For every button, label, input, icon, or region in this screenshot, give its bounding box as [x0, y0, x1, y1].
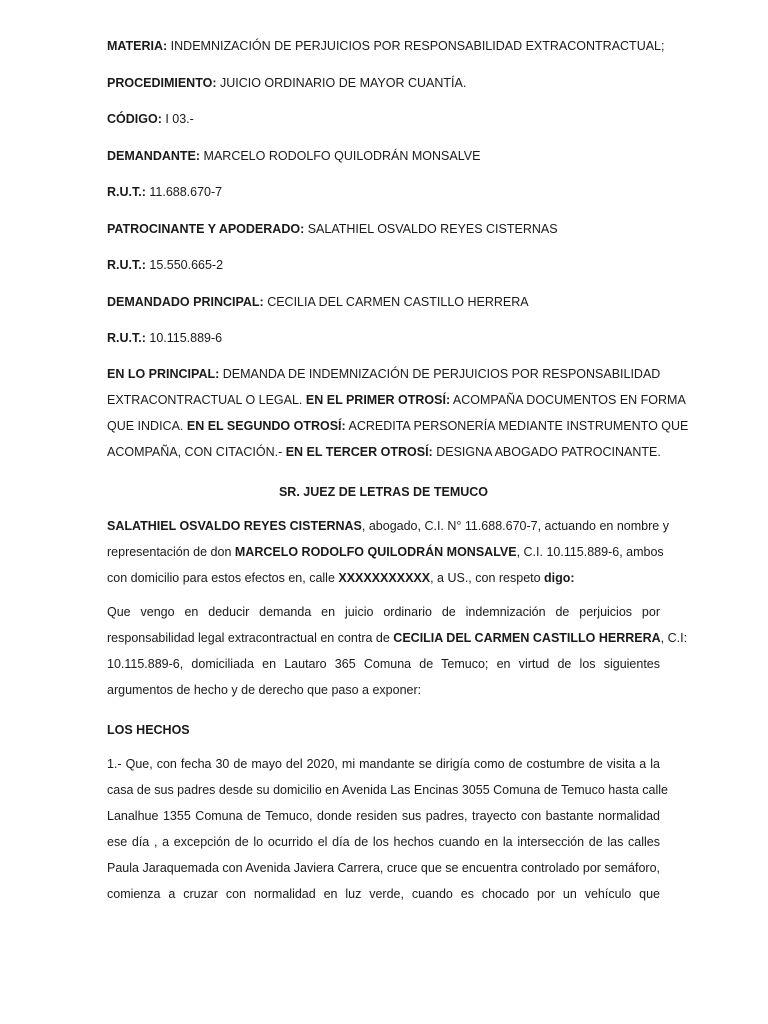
facts-heading: LOS HECHOS	[107, 723, 190, 737]
field-demandante: DEMANDANTE: MARCELO RODOLFO QUILODRÁN MONSALVE	[107, 149, 481, 163]
fact-row: 1.- Que, con fecha 30 de mayo del 2020, mi mandante se dirigía como de costumbre de visita a la	[107, 757, 660, 771]
claim-row: Que vengo en deducir demanda en juicio ordinario de indemnización de perjuicios por	[107, 605, 660, 619]
intro-row: con domicilio para estos efectos en, calle XXXXXXXXXXX, a US., con respeto digo:	[107, 571, 575, 585]
claim-paragraph	[107, 604, 688, 708]
fact-row: casa de sus padres desde su domicilio en Avenida Las Encinas 3055 Comuna de Temuco hasta calle	[107, 783, 669, 797]
summary-row: EXTRACONTRACTUAL O LEGAL. EN EL PRIMER OTROSÍ: ACOMPAÑA DOCUMENTOS EN FORMA	[107, 393, 686, 407]
field-materia: MATERIA: INDEMNIZACIÓN DE PERJUICIOS POR RESPONSABILIDAD EXTRACONTRACTUAL;	[107, 39, 665, 53]
summary-paragraph	[107, 366, 689, 470]
intro-paragraph	[107, 518, 669, 596]
fact-row: ese día , a excepción de lo ocurrido el día de los hechos cuando en la intersección de las calles	[107, 835, 660, 849]
intro-row: representación de don MARCELO RODOLFO QUILODRÁN MONSALVE, C.I. 10.115.889-6, ambos	[107, 545, 664, 559]
field-demandado: DEMANDADO PRINCIPAL: CECILIA DEL CARMEN CASTILLO HERRERA	[107, 295, 529, 309]
field-rut-patrocinante: R.U.T.: 15.550.665-2	[107, 258, 224, 272]
fact-row: Lanalhue 1355 Comuna de Temuco, donde residen sus padres, trayecto con bastante normalidad	[107, 809, 660, 823]
field-procedimiento: PROCEDIMIENTO: JUICIO ORDINARIO DE MAYOR CUANTÍA.	[107, 76, 467, 90]
field-patrocinante: PATROCINANTE Y APODERADO: SALATHIEL OSVALDO REYES CISTERNAS	[107, 222, 558, 236]
fact-row: Paula Jaraquemada con Avenida Javiera Carrera, cruce que se encuentra controlado por semáforo,	[107, 861, 660, 875]
field-rut-demandado: R.U.T.: 10.115.889-6	[107, 331, 223, 345]
field-codigo: CÓDIGO: I 03.-	[107, 112, 194, 126]
fact-row: comienza a cruzar con normalidad en luz verde, cuando es chocado por un vehículo que	[107, 887, 660, 901]
claim-row: 10.115.889-6, domiciliada en Lautaro 365 Comuna de Temuco; en virtud de los siguientes	[107, 657, 660, 671]
summary-row: ACOMPAÑA, CON CITACIÓN.- EN EL TERCER OTROSÍ: DESIGNA ABOGADO PATROCINANTE.	[107, 445, 661, 459]
claim-row: responsabilidad legal extracontractual en contra de CECILIA DEL CARMEN CASTILLO HERRERA, C.I:	[107, 631, 688, 645]
court-heading: SR. JUEZ DE LETRAS DE TEMUCO	[278, 485, 489, 499]
summary-row: EN LO PRINCIPAL: DEMANDA DE INDEMNIZACIÓN DE PERJUICIOS POR RESPONSABILIDAD	[107, 367, 661, 381]
fact-1-paragraph	[107, 756, 669, 912]
field-rut-demandante: R.U.T.: 11.688.670-7	[107, 185, 223, 199]
intro-row: SALATHIEL OSVALDO REYES CISTERNAS, abogado, C.I. N° 11.688.670-7, actuando en nombre y	[107, 519, 669, 533]
summary-row: QUE INDICA. EN EL SEGUNDO OTROSÍ: ACREDITA PERSONERÍA MEDIANTE INSTRUMENTO QUE	[107, 419, 689, 433]
claim-row: argumentos de hecho y de derecho que paso a exponer:	[107, 683, 422, 697]
